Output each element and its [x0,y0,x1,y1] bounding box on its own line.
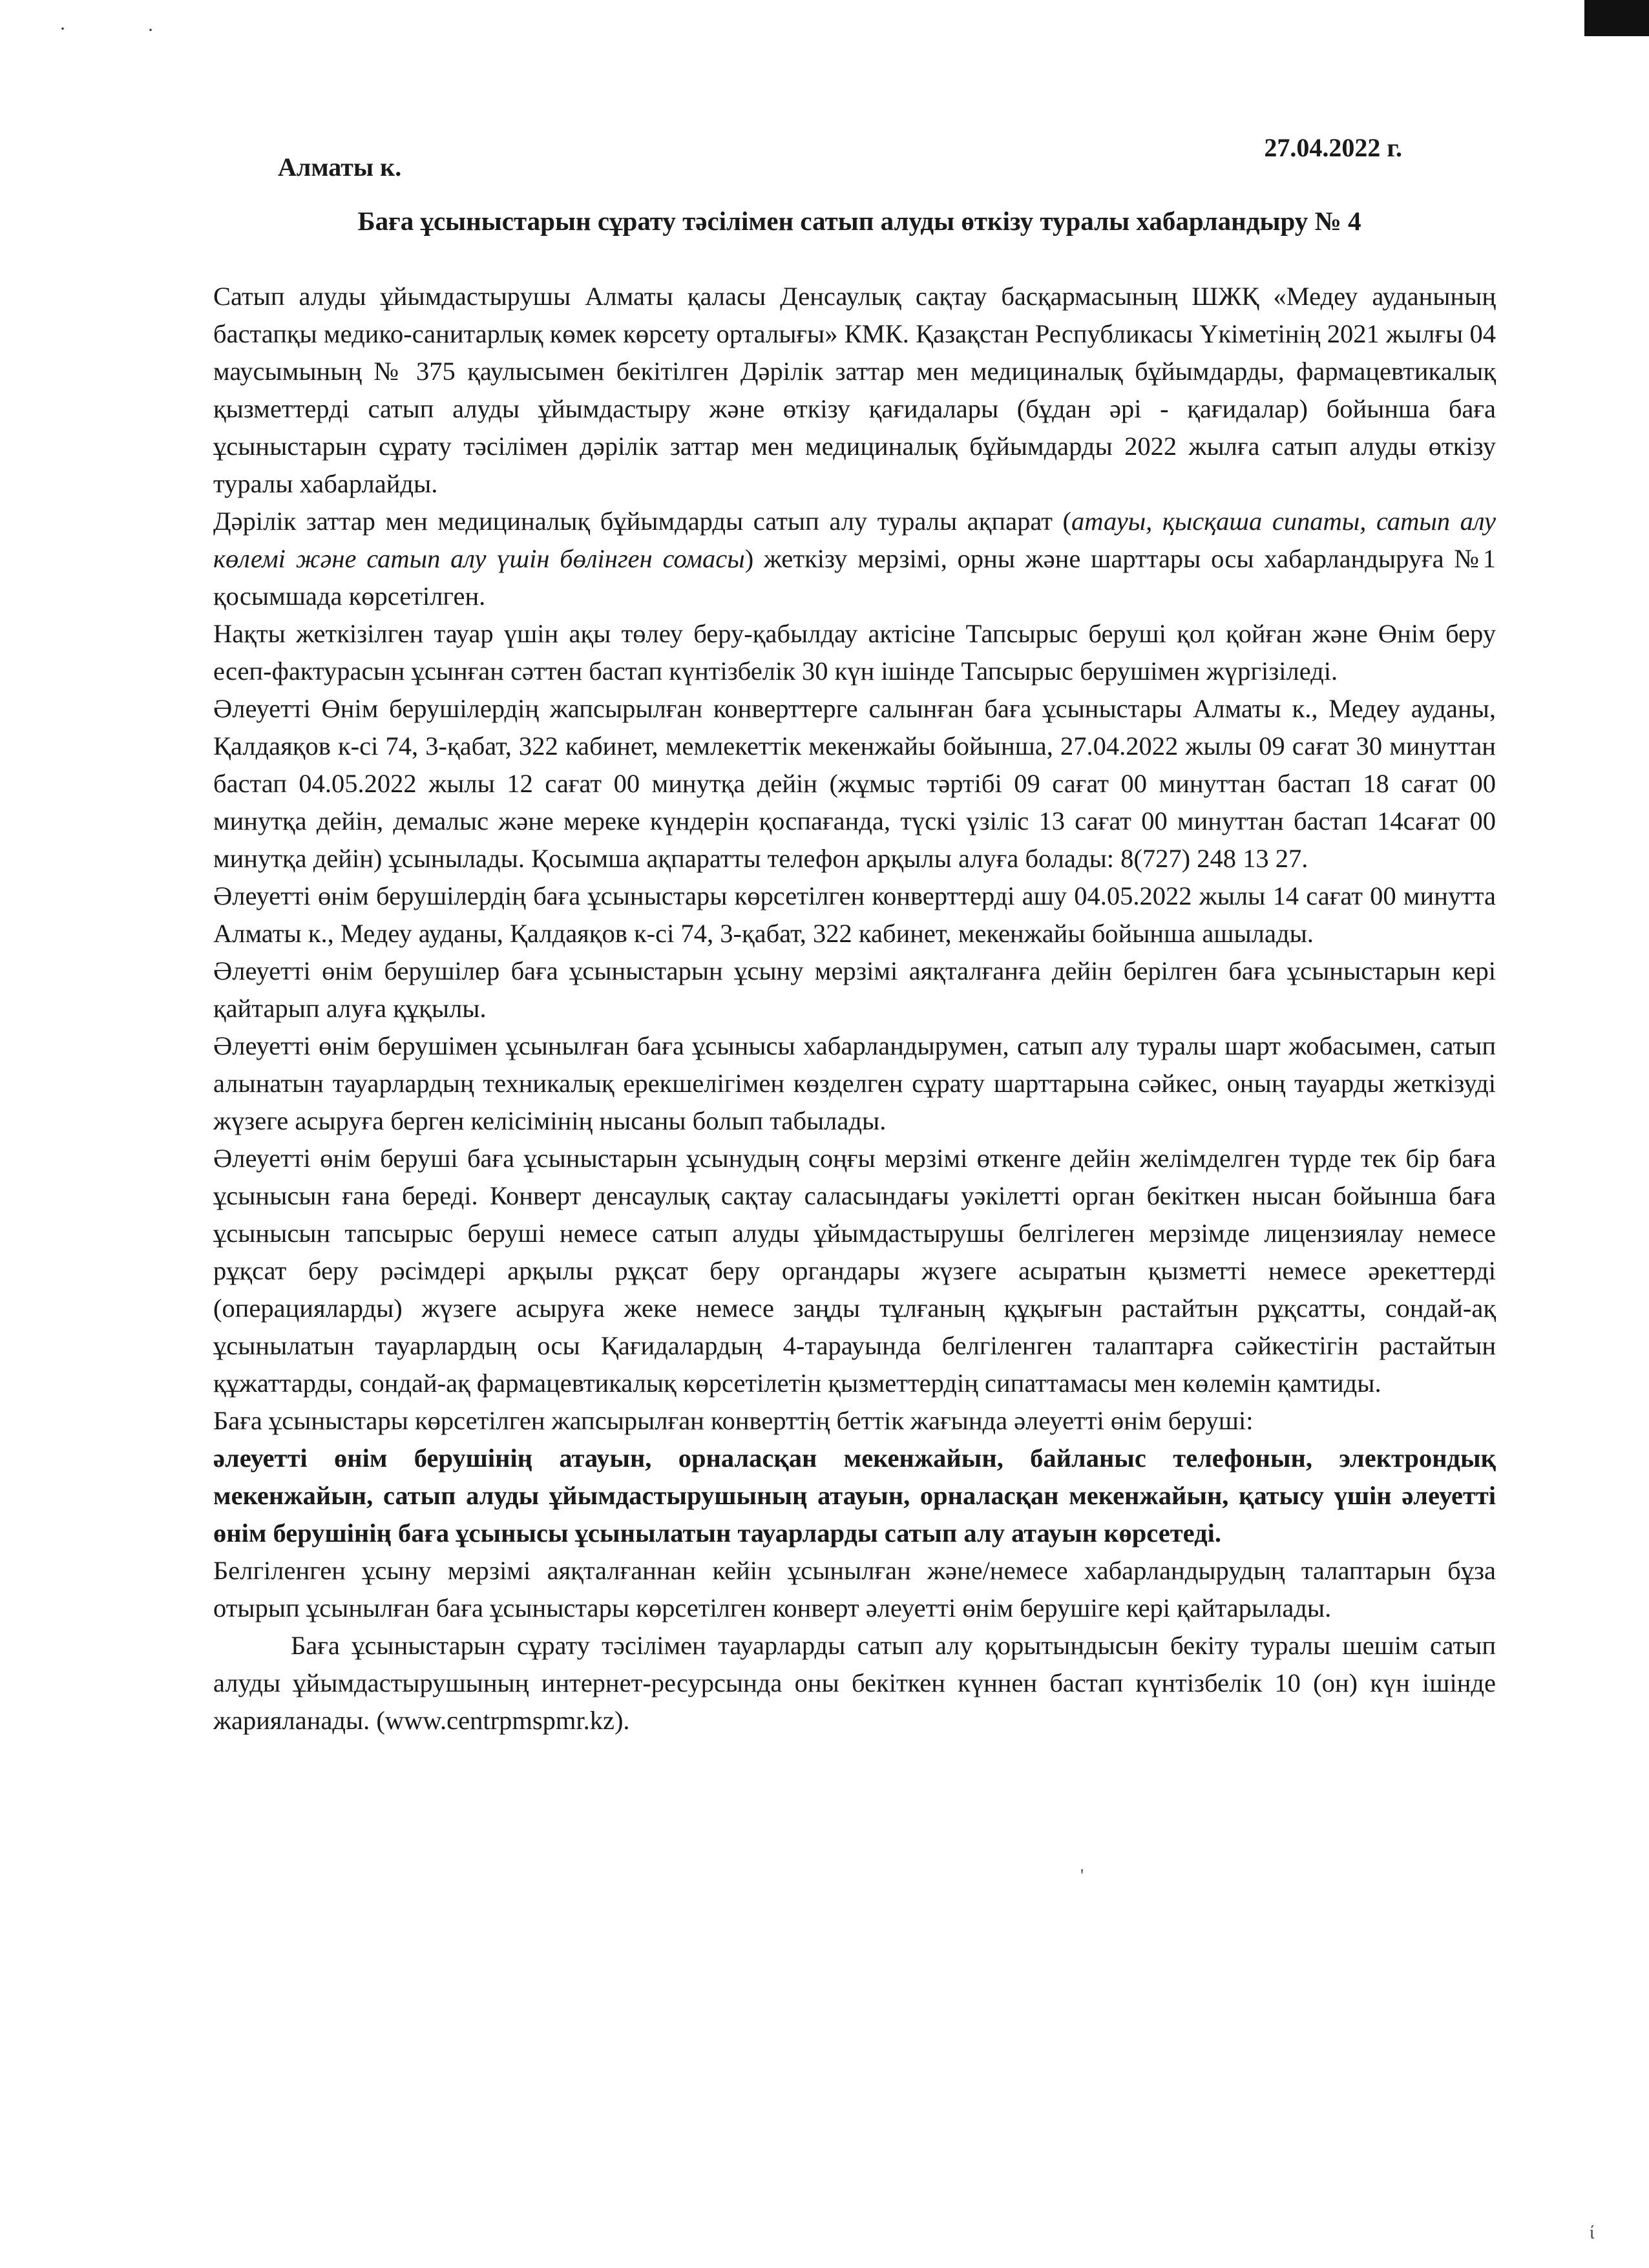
paragraph-envelope-face-bold [213,1440,1496,1552]
paragraph-envelope-content: Әлеуетті өнім беруші баға ұсыныстарын ұсынудың соңғы мерзімі өткенге дейін желімделген түрде тек бір баға ұсынысын ғана береді. Конверт денсаулық сақтау саласындағы уәкілетті орган бекіткен нысан бойынша баға ұсынысын тапсырыс беруші немесе сатып алуды ұйымдастырушы белгілеген мерзімде лицензиялау немесе рұқсат беру рәсімдері арқылы рұқсат беру органдары жүзеге асыратын қызметті немесе әрекеттерді (операцияларды) жүзеге асыруға жеке немесе заңды тұлғаның құқығын растайтын рұқсатты, сондай-ақ ұсынылатын тауарлардың осы Қағидалардың 4-тарауында белгіленген талаптарға сәйкестігін растайтын құжаттарды, сондай-ақ фармацевтикалық көрсетілетін қызметтердің сипаттамасы мен көлемін қамтиды. [213,1144,1496,1398]
document-body [213,278,1496,1739]
scan-corner-block [1584,0,1649,36]
scan-speck: ' [1080,1866,1084,1886]
paragraph-envelope-face: Баға ұсыныстары көрсетілген жапсырылған конверттің беттік жағында әлеуетті өнім беруші: [213,1406,1254,1435]
paragraph-goods-info-start: Дәрілік заттар мен медициналық бұйымдарды сатып алу туралы ақпарат ( [213,507,1072,536]
paragraph-withdrawal: Әлеуетті өнім берушілер баға ұсыныстарын ұсыну мерзімі аяқталғанға дейін берілген баға ұсыныстарын кері қайтарып алуға құқылы. [213,956,1496,1023]
paragraph-goods-info-italic: атауы, қысқаша сипаты, сатып алу көлемі және сатып алу үшін бөлінген сомасы [213,507,1496,573]
scan-speck: ί [1590,2223,1595,2243]
envelope-requirements: әлеуетті өнім берушінің атауын, орналасқан мекенжайын, байланыс телефонын, электрондық мекенжайын, сатып алуды ұйымдастырушының атауын, орналасқан мекенжайын, қатысу үшін әлеуетті өнім берушінің баға ұсынысы ұсынылатын тауарларды сатып алу атауын көрсетеді. [213,1444,1496,1548]
paragraph-opening: Әлеуетті өнім берушілердің баға ұсыныстары көрсетілген конверттерді ашу 04.05.2022 жылы 14 сағат 00 минутта Алматы к., Медеу ауданы, Қалдаяқов к-сі 74, 3-қабат, 322 кабинет, мекенжайы бойынша ашылады. [213,881,1496,948]
scan-speck: · [59,18,66,39]
paragraph-late-return: Белгіленген ұсыну мерзімі аяқталғаннан кейін ұсынылған және/немесе хабарландырудың талаптарын бұза отырып ұсынылған баға ұсыныстары көрсетілген конверт әлеуетті өнім берушіге кері қайтарылады. [213,1556,1496,1622]
document-date: 27.04.2022 г. [1264,133,1402,162]
paragraph-submission: Әлеуетті Өнім берушілердің жапсырылған конверттерге салынған баға ұсыныстары Алматы к., Медеу ауданы, Қалдаяқов к-сі 74, 3-қабат, 322 кабинет, мемлекеттік мекенжайы бойынша, 27.04.2022 жылы 09 сағат 30 минуттан бастап 04.05.2022 жылы 12 сағат 00 минутқа дейін (жұмыс тәртібі 09 сағат 00 минуттан бастап 18 сағат 00 минутқа дейін, демалыс және мереке күндерін қоспағанда, түскі үзіліс 13 сағат 00 минуттан бастап 14сағат 00 минутқа дейін) ұсынылады. Қосымша ақпаратты телефон арқылы алуға болады: 8(727) 248 13 27. [213,694,1496,873]
document-title: Баға ұсыныстарын сұрату тәсілімен сатып алуды өткізу туралы хабарландыру № 4 [357,206,1361,236]
paragraph-payment: Нақты жеткізілген тауар үшін ақы төлеу беру-қабылдау актісіне Тапсырыс беруші қол қойған және Өнім беру есеп-фактурасын ұсынған сәттен бастап күнтізбелік 30 күн ішінде Тапсырыс берушімен жүргізіледі. [213,619,1496,686]
document-header [278,132,1402,184]
paragraph-offer-form: Әлеуетті өнім берушімен ұсынылған баға ұсынысы хабарландырумен, сатып алу туралы шарт жобасымен, сатып алынатын тауарлардың техникалық ерекшелігімен көзделген сұрату шарттарына сәйкес, оның тауарды жеткізуді жүзеге асыруға берген келісімінің нысаны болып табылады. [213,1031,1496,1135]
paragraph-results: Баға ұсыныстарын сұрату тәсілімен тауарларды сатып алу қорытындысын бекіту туралы шешім сатып алуды ұйымдастырушының интернет-ресурсында оны бекіткен күннен бастап күнтізбелік 10 (он) күн ішінде жарияланады. (www.centrpmspmr.kz). [213,1631,1496,1735]
paragraph-goods-info-end: ) жеткізу мерзімі, орны және шарттары осы хабарландыруға №1 қосымшада көрсетілген. [213,544,1496,611]
scan-speck: · [147,19,154,41]
paragraph-goods-info [213,503,1496,615]
city-label: Алматы к. [278,152,402,182]
paragraph-organizer: Сатып алуды ұйымдастырушы Алматы қаласы Денсаулық сақтау басқармасының ШЖҚ «Медеу ауданының бастапқы медико-санитарлық көмек көрсету орталығы» КМК. Қазақстан Республикасы Үкіметінің 2021 жылғы 04 маусымының № 375 қаулысымен бекітілген Дәрілік заттар мен медициналық бұйымдарды, фармацевтикалық қызметтерді сатып алуды ұйымдастыру және өткізу қағидалары (бұдан әрі - қағидалар) бойынша баға ұсыныстарын сұрату тәсілімен дәрілік заттар мен медициналық бұйымдарды 2022 жылға сатып алуды өткізу туралы хабарлайды. [213,282,1496,498]
